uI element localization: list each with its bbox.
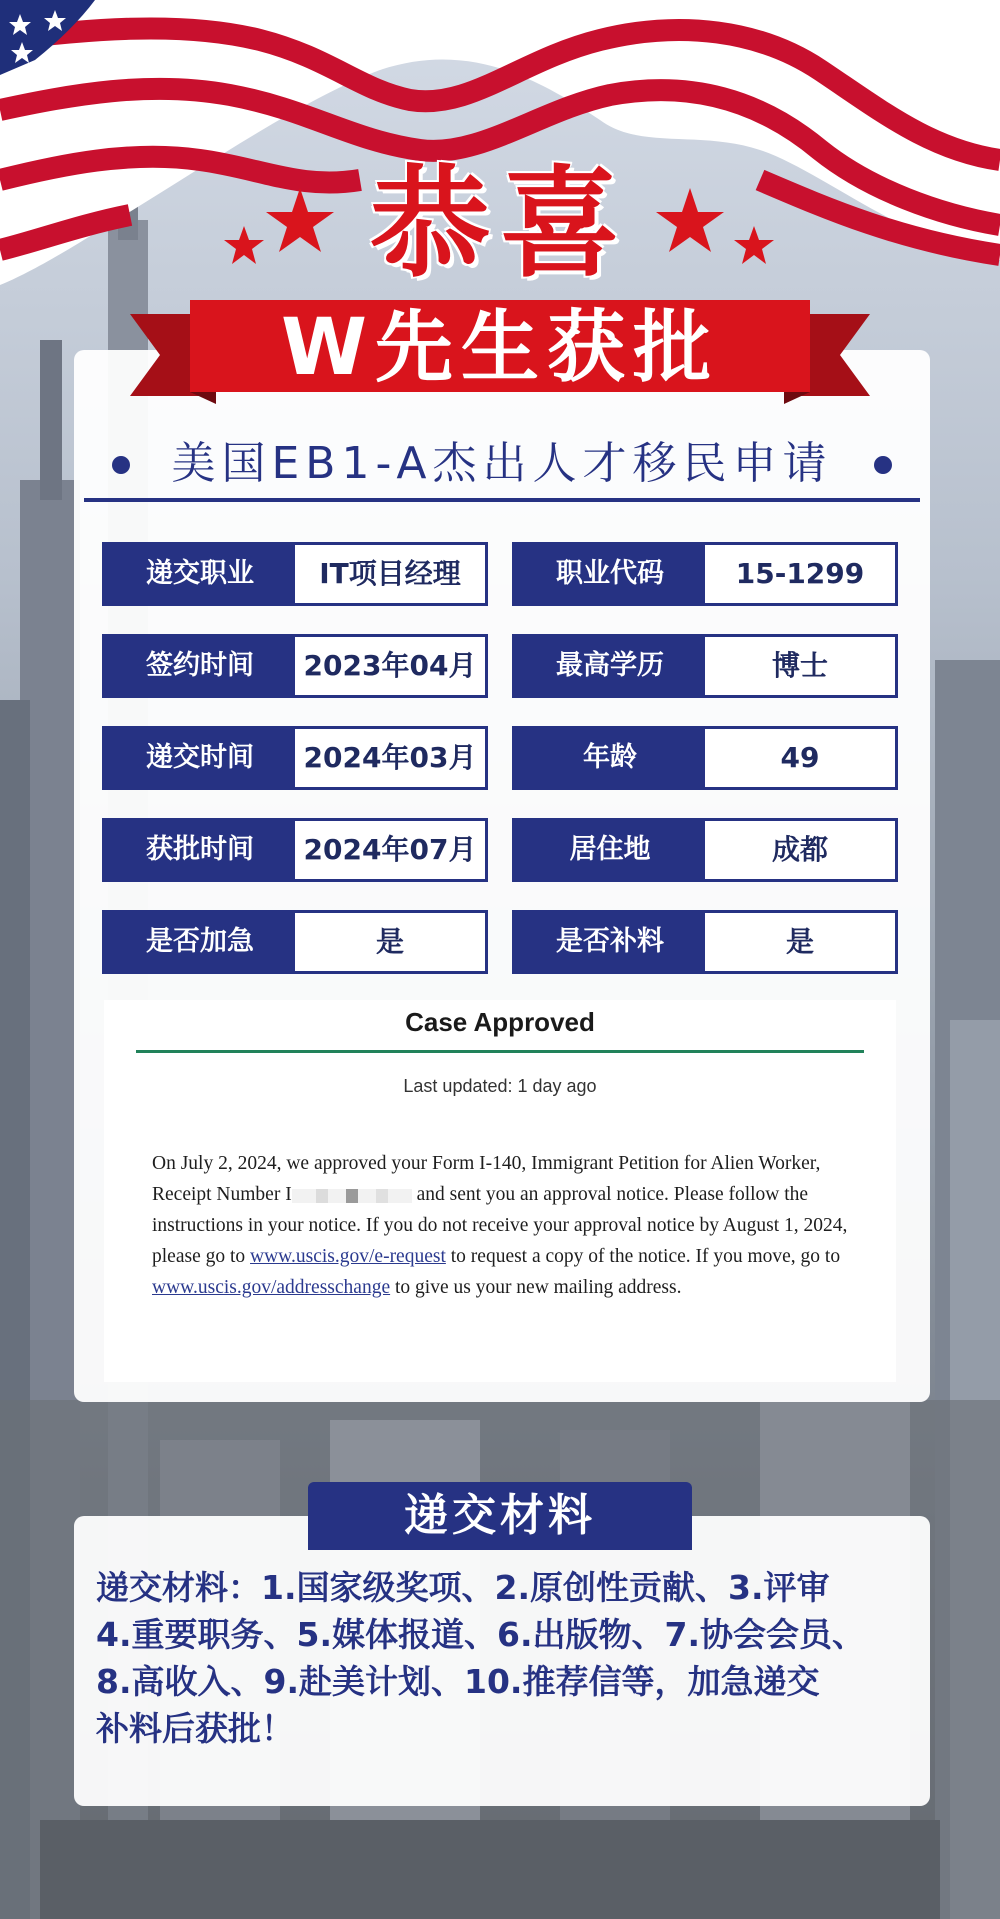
case-body-text: On July 2, 2024, we approved your Form I-140, Immigrant Petition for Alien Worker, Receipt Number I (152, 1153, 821, 1205)
detail-occupation (102, 542, 488, 606)
detail-rfe (512, 910, 898, 974)
headline: 恭喜 (370, 155, 630, 294)
detail-label: 居住地 (515, 821, 705, 879)
detail-occupation-code (512, 542, 898, 606)
case-body-text: to give us your new mailing address. (390, 1277, 682, 1298)
detail-label: 是否补料 (515, 913, 705, 971)
case-status-body (152, 1148, 864, 1303)
case-status-divider (136, 1050, 864, 1053)
detail-label: 年龄 (515, 729, 705, 787)
detail-age (512, 726, 898, 790)
subtitle-row (84, 430, 920, 502)
case-status-title: Case Approved (405, 1007, 595, 1037)
detail-value: 15-1299 (735, 557, 865, 590)
detail-label: 获批时间 (105, 821, 295, 879)
materials-tab: 递交材料 (308, 1482, 692, 1550)
detail-label: 递交职业 (105, 545, 295, 603)
case-body-text: and sent you an approval notice. Please follow the instructions in your notice. If you do not receive your approval notice by August 1, 2024, please go to (152, 1184, 848, 1267)
materials-text: 递交材料：1.国家级奖项、2.原创性贡献、3.评审 4.重要职务、5.媒体报道、6.出版物、7.协会会员、 8.高收入、9.赴美计划、10.推荐信等，加急递交 补料后获批！ (96, 1568, 865, 1748)
case-last-updated: Last updated: 1 day ago (403, 1076, 597, 1096)
redacted-receipt-number (292, 1189, 412, 1203)
e-request-link[interactable]: www.uscis.gov/e-request (250, 1246, 446, 1267)
detail-approval-date (102, 818, 488, 882)
detail-value: 是 (375, 925, 404, 958)
detail-submission-date (102, 726, 488, 790)
bullet-dot-right (874, 456, 892, 474)
detail-value: 2024年07月 (303, 833, 477, 866)
detail-label: 签约时间 (105, 637, 295, 695)
detail-signing-date (102, 634, 488, 698)
detail-value: 2023年04月 (303, 649, 477, 682)
detail-residence (512, 818, 898, 882)
detail-value: 49 (780, 741, 820, 774)
case-body-text: to request a copy of the notice. If you move, go to (445, 1246, 841, 1267)
detail-education (512, 634, 898, 698)
detail-value: IT项目经理 (319, 557, 461, 590)
address-change-link[interactable]: www.uscis.gov/addresschange (152, 1277, 391, 1298)
detail-value: 成都 (771, 833, 828, 866)
detail-value: 是 (785, 925, 814, 958)
case-status-panel (104, 1000, 896, 1382)
detail-label: 递交时间 (105, 729, 295, 787)
ribbon-title: W先生获批 (280, 303, 720, 393)
detail-label: 最高学历 (515, 637, 705, 695)
detail-value: 2024年03月 (303, 741, 477, 774)
detail-label: 是否加急 (105, 913, 295, 971)
detail-value: 博士 (771, 649, 828, 682)
detail-label: 职业代码 (515, 545, 705, 603)
subtitle: 美国EB1-A杰出人才移民申请 (171, 438, 833, 489)
detail-expedited (102, 910, 488, 974)
